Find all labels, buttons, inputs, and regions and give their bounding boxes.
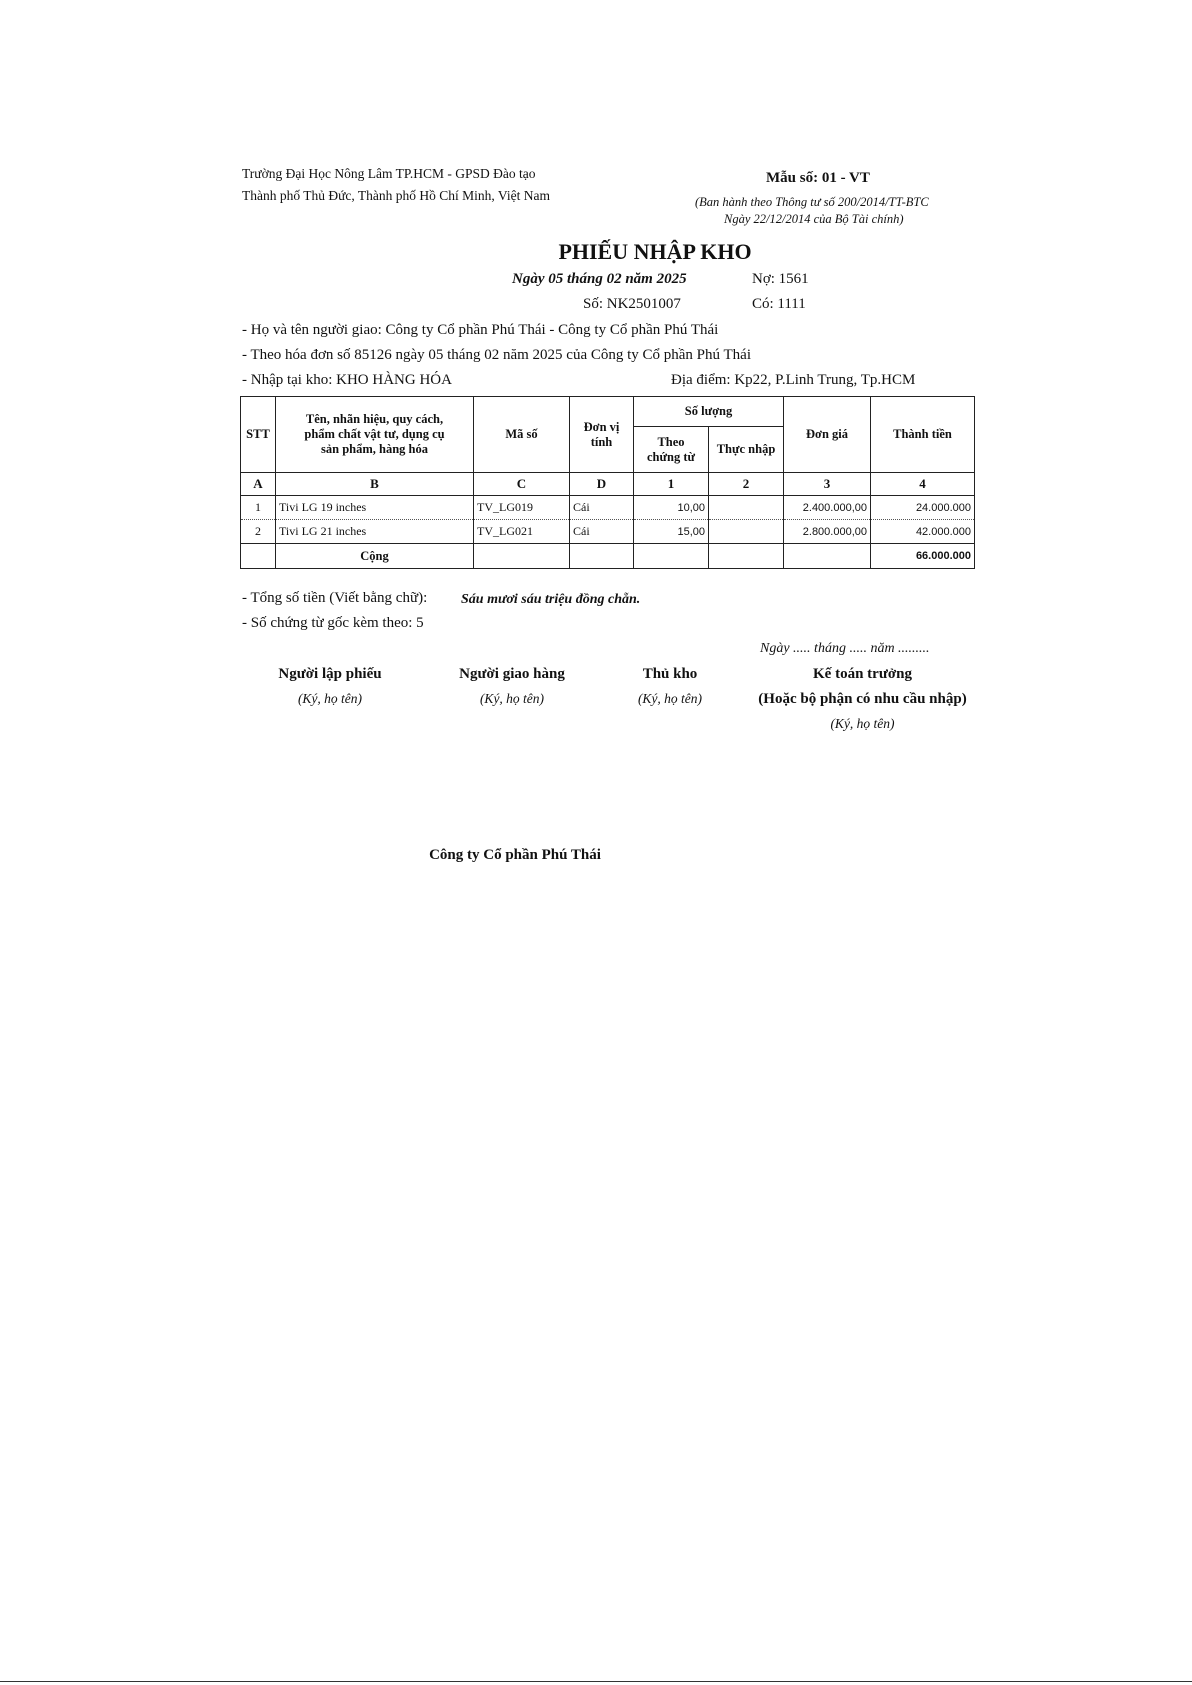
header-stt: STT: [241, 397, 276, 473]
cell-unit: Cái: [570, 496, 634, 520]
header-item-name-line2: phẩm chất vật tư, dụng cụ: [304, 427, 445, 441]
cell-qty-actual: [709, 496, 784, 520]
cell-unit: Cái: [570, 520, 634, 544]
total-label: Cộng: [276, 544, 474, 569]
credit-account: Có: 1111: [752, 296, 806, 312]
cell-empty: [634, 544, 709, 569]
header-amount: Thành tiền: [871, 397, 975, 473]
column-letter: 1: [634, 473, 709, 496]
page-bottom-rule: [0, 1681, 1192, 1682]
column-letter-row: [241, 473, 975, 496]
cell-amount: 42.000.000: [871, 520, 975, 544]
header-qty-doc-line2: chứng từ: [647, 449, 695, 464]
goods-receipt-table: [240, 396, 975, 569]
signer-note: (Ký, họ tên): [637, 691, 703, 706]
total-in-words: Sáu mươi sáu triệu đồng chẵn.: [461, 592, 641, 607]
organization-address: Thành phố Thủ Đức, Thành phố Hồ Chí Minh, Việt Nam: [242, 188, 550, 203]
cell-qty-actual: [709, 520, 784, 544]
cell-empty: [241, 544, 276, 569]
cell-empty: [709, 544, 784, 569]
invoice-line: - Theo hóa đơn số 85126 ngày 05 tháng 02 năm 2025 của Công ty Cổ phần Phú Thái: [242, 347, 751, 363]
total-row: [241, 544, 975, 569]
form-regulation-date: Ngày 22/12/2014 của Bộ Tài chính): [724, 212, 904, 226]
signer-title: Người lập phiếu: [278, 666, 382, 682]
signer-note: (Ký, họ tên): [297, 691, 363, 706]
signer-note: (Ký, họ tên): [479, 691, 545, 706]
organization-name: Trường Đại Học Nông Lâm TP.HCM - GPSD Đào tạo: [242, 166, 536, 181]
column-letter: B: [276, 473, 474, 496]
column-letter: A: [241, 473, 276, 496]
column-letter: 3: [784, 473, 871, 496]
column-letter: 2: [709, 473, 784, 496]
header-qty-doc-line1: Theo: [657, 434, 685, 449]
header-unit: [570, 397, 634, 473]
document-number: Số: NK2501007: [583, 296, 681, 312]
signer-note: (Hoặc bộ phận có nhu cầu nhập): [758, 691, 967, 707]
header-unit-line2: tính: [590, 434, 613, 449]
warehouse-line: - Nhập tại kho: KHO HÀNG HÓA: [242, 372, 452, 388]
header-unit-line1: Đơn vị: [583, 419, 620, 434]
form-regulation-note: (Ban hành theo Thông tư số 200/2014/TT-BTC: [695, 195, 929, 209]
attached-documents: - Số chứng từ gốc kèm theo: 5: [242, 615, 424, 631]
document-date: Ngày 05 tháng 02 năm 2025: [512, 271, 687, 287]
header-item-name: [276, 397, 474, 473]
signer-title: Thủ kho: [642, 666, 698, 682]
location-line: Địa điểm: Kp22, P.Linh Trung, Tp.HCM: [671, 372, 916, 388]
total-amount: 66.000.000: [871, 544, 975, 569]
table-row: [241, 520, 975, 544]
cell-qty-doc: 10,00: [634, 496, 709, 520]
signature-date: Ngày ..... tháng ..... năm .........: [760, 641, 930, 656]
header-qty-per-document: [634, 427, 709, 473]
signer-title: Người giao hàng: [459, 666, 565, 682]
cell-qty-doc: 15,00: [634, 520, 709, 544]
cell-empty: [570, 544, 634, 569]
header-item-name-line3: sản phẩm, hàng hóa: [321, 442, 428, 456]
cell-empty: [474, 544, 570, 569]
deliverer-line: - Họ và tên người giao: Công ty Cổ phần Phú Thái - Công ty Cổ phần Phú Thái: [242, 322, 719, 338]
total-in-words-label: - Tổng số tiền (Viết bằng chữ):: [242, 590, 428, 606]
form-number: Mẫu số: 01 - VT: [766, 170, 870, 186]
signer-title: Kế toán trưởng: [813, 666, 912, 682]
document-title: PHIẾU NHẬP KHO: [558, 239, 752, 264]
table-row: [241, 496, 975, 520]
cell-unit-price: 2.400.000,00: [784, 496, 871, 520]
header-qty-actual: Thực nhập: [709, 427, 784, 473]
header-item-name-line1: Tên, nhãn hiệu, quy cách,: [305, 412, 444, 426]
debit-account: Nợ: 1561: [752, 271, 809, 287]
cell-code: TV_LG021: [474, 520, 570, 544]
signer-note-sign: (Ký, họ tên): [830, 716, 895, 731]
column-letter: D: [570, 473, 634, 496]
cell-stt: 2: [241, 520, 276, 544]
cell-empty: [784, 544, 871, 569]
cell-item-name: Tivi LG 21 inches: [276, 520, 474, 544]
cell-code: TV_LG019: [474, 496, 570, 520]
header-code: Mã số: [474, 397, 570, 473]
cell-amount: 24.000.000: [871, 496, 975, 520]
header-unit-price: Đơn giá: [784, 397, 871, 473]
column-letter: 4: [871, 473, 975, 496]
cell-item-name: Tivi LG 19 inches: [276, 496, 474, 520]
header-quantity: Số lượng: [634, 397, 784, 427]
cell-stt: 1: [241, 496, 276, 520]
cell-unit-price: 2.800.000,00: [784, 520, 871, 544]
company-name-signature: Công ty Cổ phần Phú Thái: [429, 847, 601, 863]
column-letter: C: [474, 473, 570, 496]
